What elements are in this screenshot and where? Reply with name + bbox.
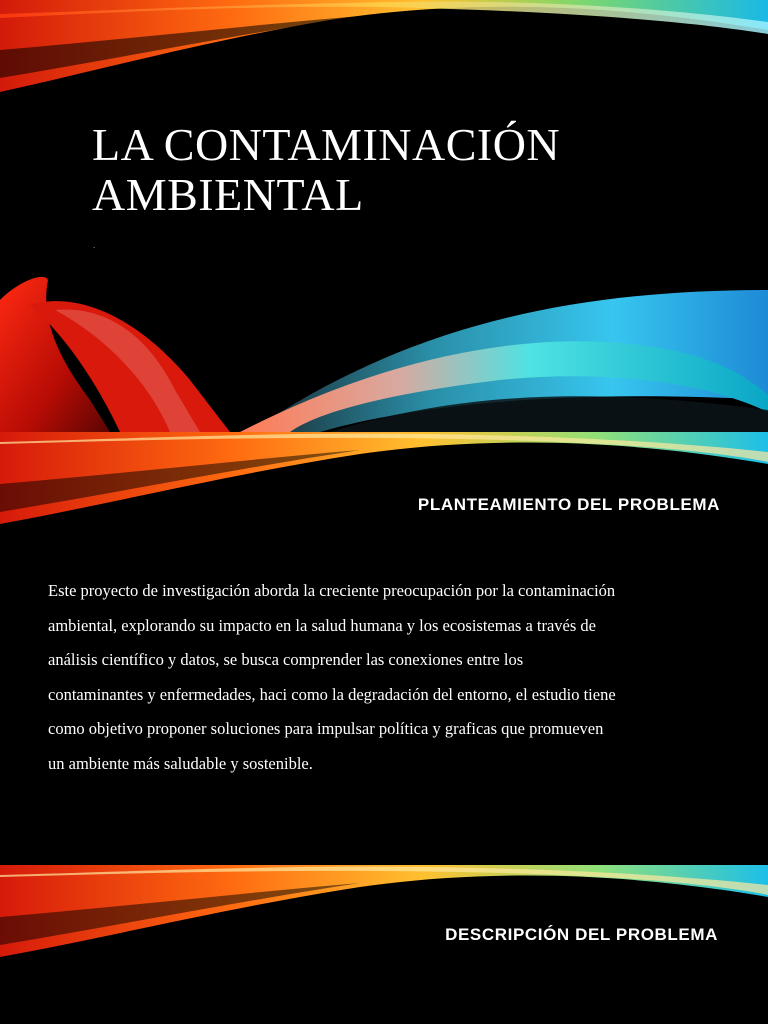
section-heading: PLANTEAMIENTO DEL PROBLEMA [417, 495, 720, 514]
slide-planteamiento [0, 432, 768, 865]
body-line-5: como objetivo proponer soluciones para impulsar política y graficas que promueven [48, 719, 604, 738]
title-line-1: LA CONTAMINACIÓN [92, 119, 561, 170]
title-line-2: AMBIENTAL [92, 169, 364, 220]
body-line-6: un ambiente más saludable y sostenible. [48, 753, 313, 773]
swoosh-decoration [0, 865, 768, 975]
presentation-title [92, 120, 712, 220]
body-line-3: análisis científico y datos, se busca comprender las conexiones entre los [48, 650, 524, 669]
body-line-1: Este proyecto de investigación aborda la creciente preocupación por la contaminación [48, 581, 616, 600]
section-body [48, 574, 724, 781]
slide-descripcion [0, 865, 768, 1024]
body-line-2: ambiental, explorando su impacto en la salud humana y los ecosistemas a través de [48, 615, 597, 635]
subtitle: . [93, 241, 96, 250]
body-line-4: contaminantes y enfermedades, haci como la degradación del entorno, el estudio tiene [48, 684, 616, 704]
section-heading: DESCRIPCIÓN DEL PROBLEMA [445, 925, 718, 944]
slide-title [0, 0, 768, 432]
swoosh-decoration [0, 432, 768, 552]
